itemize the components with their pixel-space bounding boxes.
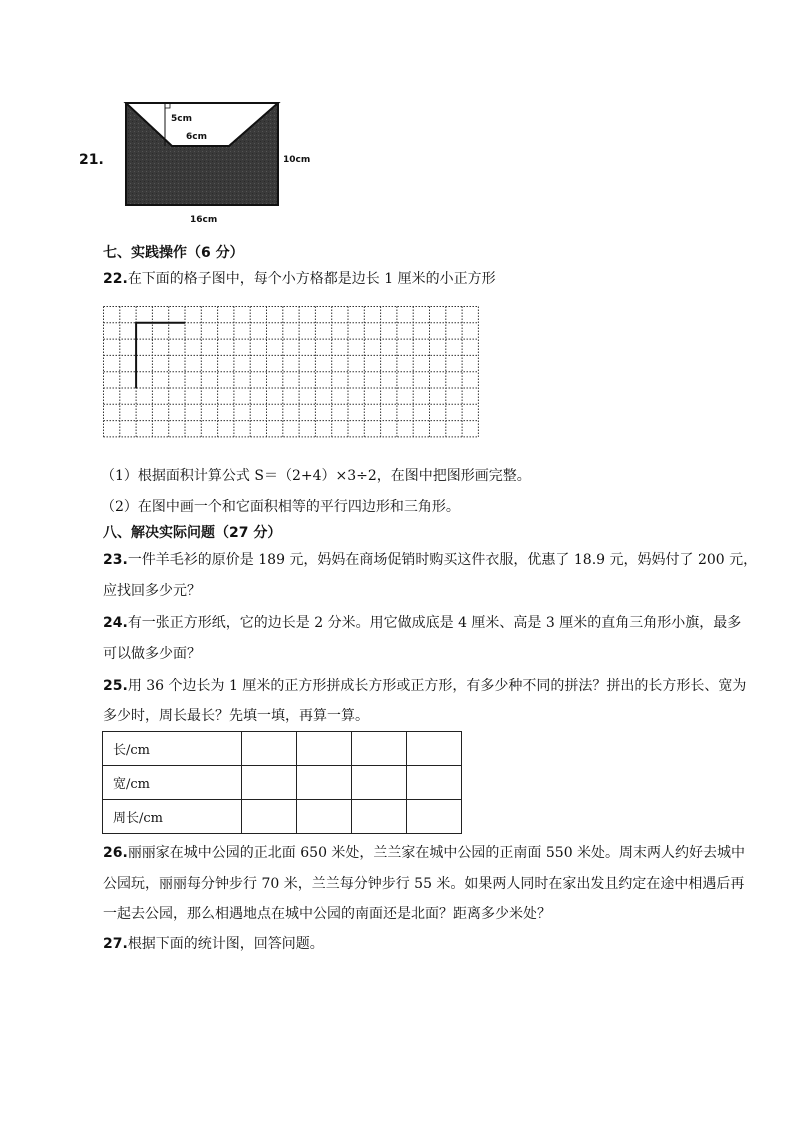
q25-line2: 多少时，周长最长？先填一填，再算一算。 — [103, 708, 369, 724]
answer-cell[interactable] — [297, 766, 352, 800]
q26-line1: 26.丽丽家在城中公园的正北面 650 米处，兰兰家在城中公园的正南面 550 米处。周末两人约好去城中 — [103, 845, 746, 861]
answer-cell[interactable] — [407, 732, 462, 766]
q21-height-label: 5cm — [171, 114, 192, 124]
table-row — [103, 732, 462, 766]
table-row — [103, 800, 462, 834]
section7-title: 七、实践操作（6 分） — [103, 245, 244, 261]
answer-cell[interactable] — [297, 732, 352, 766]
q21-number: 21. — [79, 152, 104, 168]
q27-text: 27.根据下面的统计图，回答问题。 — [103, 936, 324, 952]
q24-line1: 24.有一张正方形纸，它的边长是 2 分米。用它做成底是 4 厘米、高是 3 厘米的直角三角形小旗，最多 — [103, 615, 742, 631]
answer-cell[interactable] — [242, 800, 297, 834]
q26-line3: 一起去公园，那么相遇地点在城中公园的南面还是北面？距离多少米处？ — [103, 906, 551, 922]
row-label-length: 长/cm — [103, 732, 242, 766]
q23-line2: 应找回多少元？ — [103, 583, 201, 599]
table-row — [103, 766, 462, 800]
q26-line2: 公园玩，丽丽每分钟步行 70 米，兰兰每分钟步行 55 米。如果两人同时在家出发且约定在途中相遇后再 — [103, 876, 745, 892]
q22-grid — [102, 305, 482, 443]
q25-table — [102, 731, 462, 834]
q25-line1: 25.用 36 个边长为 1 厘米的正方形拼成长方形或正方形，有多少种不同的拼法？拼出的长方形长、宽为 — [103, 678, 747, 694]
answer-cell[interactable] — [242, 766, 297, 800]
answer-cell[interactable] — [352, 732, 407, 766]
q24-line2: 可以做多少面？ — [103, 646, 201, 662]
q22-text: 22.在下面的格子图中，每个小方格都是边长 1 厘米的小正方形 — [103, 271, 496, 287]
row-label-perimeter: 周长/cm — [103, 800, 242, 834]
answer-cell[interactable] — [352, 766, 407, 800]
q23-line1: 23.一件羊毛衫的原价是 189 元，妈妈在商场促销时购买这件衣服，优惠了 18.9 元，妈妈付了 200 元， — [103, 552, 758, 568]
answer-cell[interactable] — [352, 800, 407, 834]
answer-cell[interactable] — [407, 766, 462, 800]
row-label-width: 宽/cm — [103, 766, 242, 800]
answer-cell[interactable] — [297, 800, 352, 834]
q21-shaded-region — [126, 103, 278, 205]
q22-sub2: （2）在图中画一个和它面积相等的平行四边形和三角形。 — [101, 499, 460, 515]
q21-bottom-label: 16cm — [190, 215, 218, 225]
q21-side-label: 10cm — [283, 155, 311, 165]
section8-title: 八、解决实际问题（27 分） — [103, 525, 282, 541]
q21-top-width-label: 6cm — [186, 132, 207, 142]
answer-cell[interactable] — [242, 732, 297, 766]
q22-sub1: （1）根据面积计算公式 S＝（2+4）×3÷2，在图中把图形画完整。 — [101, 468, 531, 484]
answer-cell[interactable] — [407, 800, 462, 834]
